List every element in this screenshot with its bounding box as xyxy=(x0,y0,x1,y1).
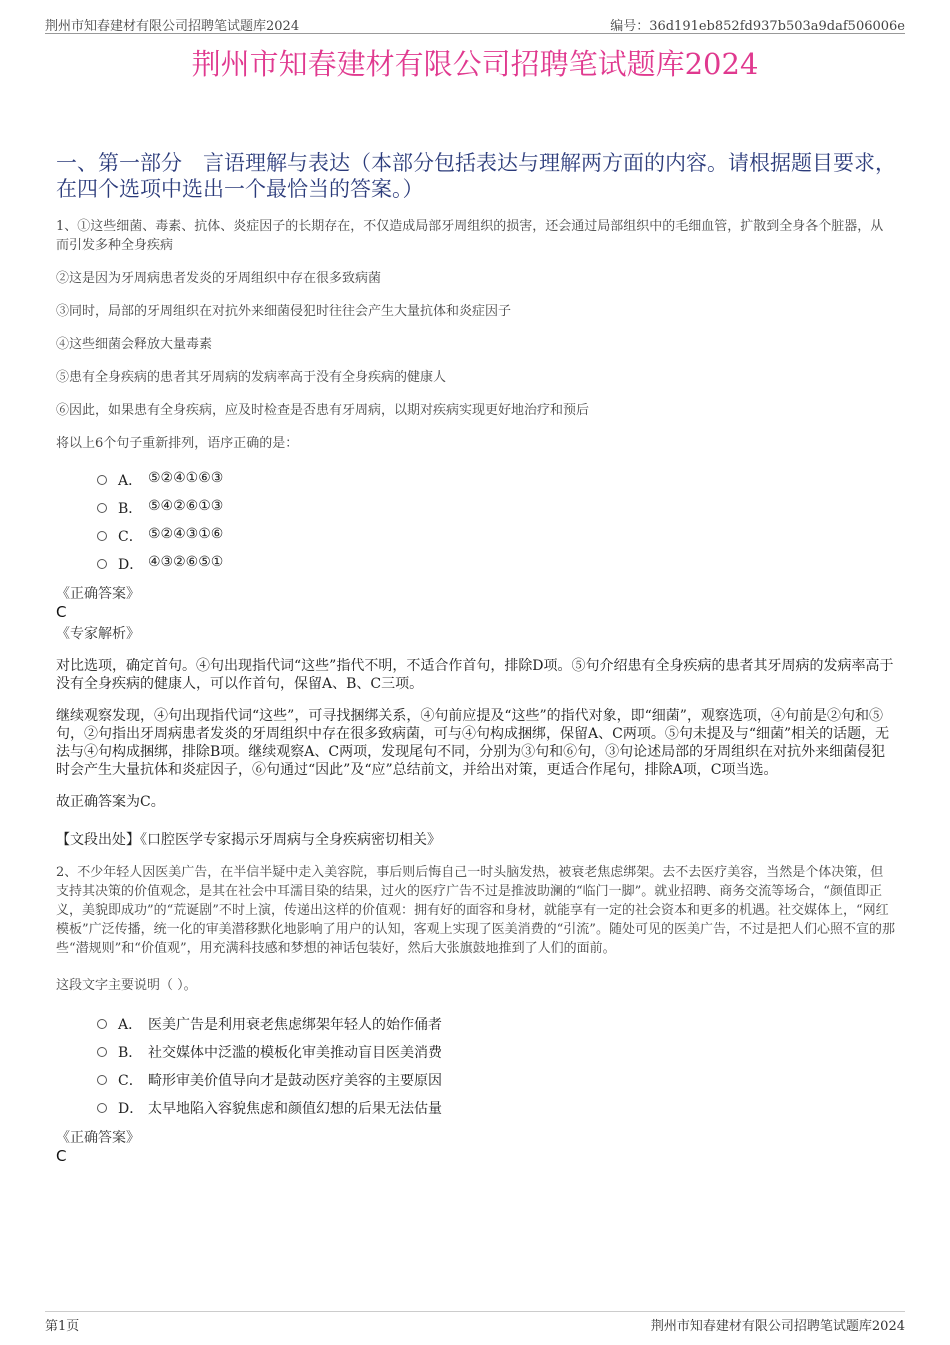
option-text: 社交媒体中泛滥的模板化审美推动盲目医美消费 xyxy=(148,1045,442,1061)
radio-icon[interactable] xyxy=(97,531,107,541)
q1-source: 【文段出处】《口腔医学专家揭示牙周病与全身疾病密切相关》 xyxy=(56,832,441,848)
q1-analysis-paragraph: 继续观察发现，④句出现指代词“这些”，可寻找捆绑关系，④句前应提及“这些”的指代对象，即“细菌”，观察选项，④句前是②句和⑤句，②句指出牙周病患者发炎的牙周组织中存在很多致病菌，可与④句构成捆绑，保留A、C两项。⑤句未提及与“细菌”相关的话题，无法与④句构成捆绑，排除B项。继续观察A、C两项，发现尾句不同，分别为③句和⑥句，③句论述局部的牙周组织在对抗外来细菌侵犯时会产生大量抗体和炎症因子，⑥句通过“因此”及“应”总结前文，并给出对策，更适合作尾句，排除A项，C项当选。 xyxy=(56,708,890,778)
q1-analysis-conclusion: 故正确答案为C。 xyxy=(56,794,165,810)
q2-prompt: 这段文字主要说明（ ）。 xyxy=(56,978,197,993)
q2-option-d[interactable] xyxy=(56,1095,896,1123)
option-text: 畸形审美价值导向才是鼓动医疗美容的主要原因 xyxy=(148,1073,442,1089)
q1-option-d[interactable] xyxy=(56,551,896,579)
q1-answer: C xyxy=(56,603,67,621)
header-doc-title: 荆州市知春建材有限公司招聘笔试题库2024 xyxy=(45,19,300,34)
q1-sentence-2: ②这是因为牙周病患者发炎的牙周组织中存在很多致病菌 xyxy=(56,271,382,286)
radio-icon[interactable] xyxy=(97,475,107,485)
question-content xyxy=(56,217,896,1165)
q1-sentence-4: ④这些细菌会释放大量毒素 xyxy=(56,337,213,352)
option-letter: C． xyxy=(118,1073,143,1089)
section-heading: 一、第一部分 言语理解与表达（本部分包括表达与理解两方面的内容。请根据题目要求，在四个选项中选出一个最恰当的答案。） xyxy=(56,151,896,201)
option-letter: A． xyxy=(118,473,143,489)
q2-answer-label: 《正确答案》 xyxy=(56,1130,140,1146)
q2-options xyxy=(56,1011,896,1123)
q2-answer: C xyxy=(56,1147,67,1165)
radio-icon[interactable] xyxy=(97,1047,107,1057)
page-title: 荆州市知春建材有限公司招聘笔试题库2024 xyxy=(191,47,759,81)
q2-option-b[interactable] xyxy=(56,1039,896,1067)
q2-option-a[interactable] xyxy=(56,1011,896,1039)
radio-icon[interactable] xyxy=(97,503,107,513)
option-letter: B． xyxy=(118,501,143,517)
radio-icon[interactable] xyxy=(97,559,107,569)
option-text: ⑤②④③①⑥ xyxy=(148,526,224,542)
page-footer xyxy=(45,1311,905,1334)
q1-option-c[interactable] xyxy=(56,523,896,551)
header-doc-id: 编号：36d191eb852fd937b503a9daf506006e xyxy=(610,19,905,34)
q1-answer-label: 《正确答案》 xyxy=(56,586,140,602)
footer-page-number: 第1页 xyxy=(45,1319,80,1334)
radio-icon[interactable] xyxy=(97,1103,107,1113)
q1-prompt: 将以上6个句子重新排列，语序正确的是： xyxy=(56,436,299,451)
radio-icon[interactable] xyxy=(97,1075,107,1085)
q1-sentence-1: 1、①这些细菌、毒素、抗体、炎症因子的长期存在，不仅造成局部牙周组织的损害，还会通过局部组织中的毛细血管，扩散到全身各个脏器，从而引发多种全身疾病 xyxy=(56,219,884,253)
q1-sentence-5: ⑤患有全身疾病的患者其牙周病的发病率高于没有全身疾病的健康人 xyxy=(56,370,447,385)
option-letter: D． xyxy=(118,557,144,573)
option-text: 医美广告是利用衰老焦虑绑架年轻人的始作俑者 xyxy=(148,1017,442,1033)
option-text: ⑤④②⑥①③ xyxy=(148,498,224,514)
option-letter: A． xyxy=(118,1017,143,1033)
q1-option-a[interactable] xyxy=(56,467,896,495)
option-letter: D． xyxy=(118,1101,144,1117)
radio-icon[interactable] xyxy=(97,1019,107,1029)
option-text: ⑤②④①⑥③ xyxy=(148,470,224,486)
q1-option-b[interactable] xyxy=(56,495,896,523)
q1-analysis-label: 《专家解析》 xyxy=(56,626,140,642)
q1-sentence-3: ③同时，局部的牙周组织在对抗外来细菌侵犯时往往会产生大量抗体和炎症因子 xyxy=(56,304,512,319)
footer-doc-title: 荆州市知春建材有限公司招聘笔试题库2024 xyxy=(650,1319,905,1334)
option-text: ④③②⑥⑤① xyxy=(148,554,224,570)
q1-sentence-6: ⑥因此，如果患有全身疾病，应及时检查是否患有牙周病，以期对疾病实现更好地治疗和预后 xyxy=(56,403,590,418)
page-header xyxy=(45,13,905,34)
q1-options xyxy=(56,467,896,579)
option-letter: C． xyxy=(118,529,143,545)
q2-option-c[interactable] xyxy=(56,1067,896,1095)
option-letter: B． xyxy=(118,1045,143,1061)
q1-analysis-paragraph: 对比选项，确定首句。④句出现指代词“这些”指代不明，不适合作首句，排除D项。⑤句介绍患有全身疾病的患者其牙周病的发病率高于没有全身疾病的健康人，可以作首句，保留A、B、C三项。 xyxy=(56,658,894,692)
q2-passage: 2、不少年轻人因医美广告，在半信半疑中走入美容院，事后则后悔自己一时头脑发热，被衰老焦虑绑架。去不去医疗美容，当然是个体决策，但支持其决策的价值观念，是其在社会中耳濡目染的结果，过火的医疗广告不过是推波助澜的“临门一脚”。就业招聘、商务交流等场合，“颜值即正义，美貌即成功”的“荒诞剧”不时上演，传递出这样的价值观：拥有好的面容和身材，就能享有一定的社会资本和更多的机遇。社交媒体上，“网红模板”广泛传播，统一化的审美潜移默化地影响了用户的认知，客观上实现了医美消费的“引流”。随处可见的医美广告，不过是把人们心照不宣的那些“潜规则”和“价值观”，用充满科技感和梦想的神话包装好，然后大张旗鼓地推到了人们的面前。 xyxy=(56,865,895,956)
option-text: 太早地陷入容貌焦虑和颜值幻想的后果无法估量 xyxy=(148,1101,442,1117)
